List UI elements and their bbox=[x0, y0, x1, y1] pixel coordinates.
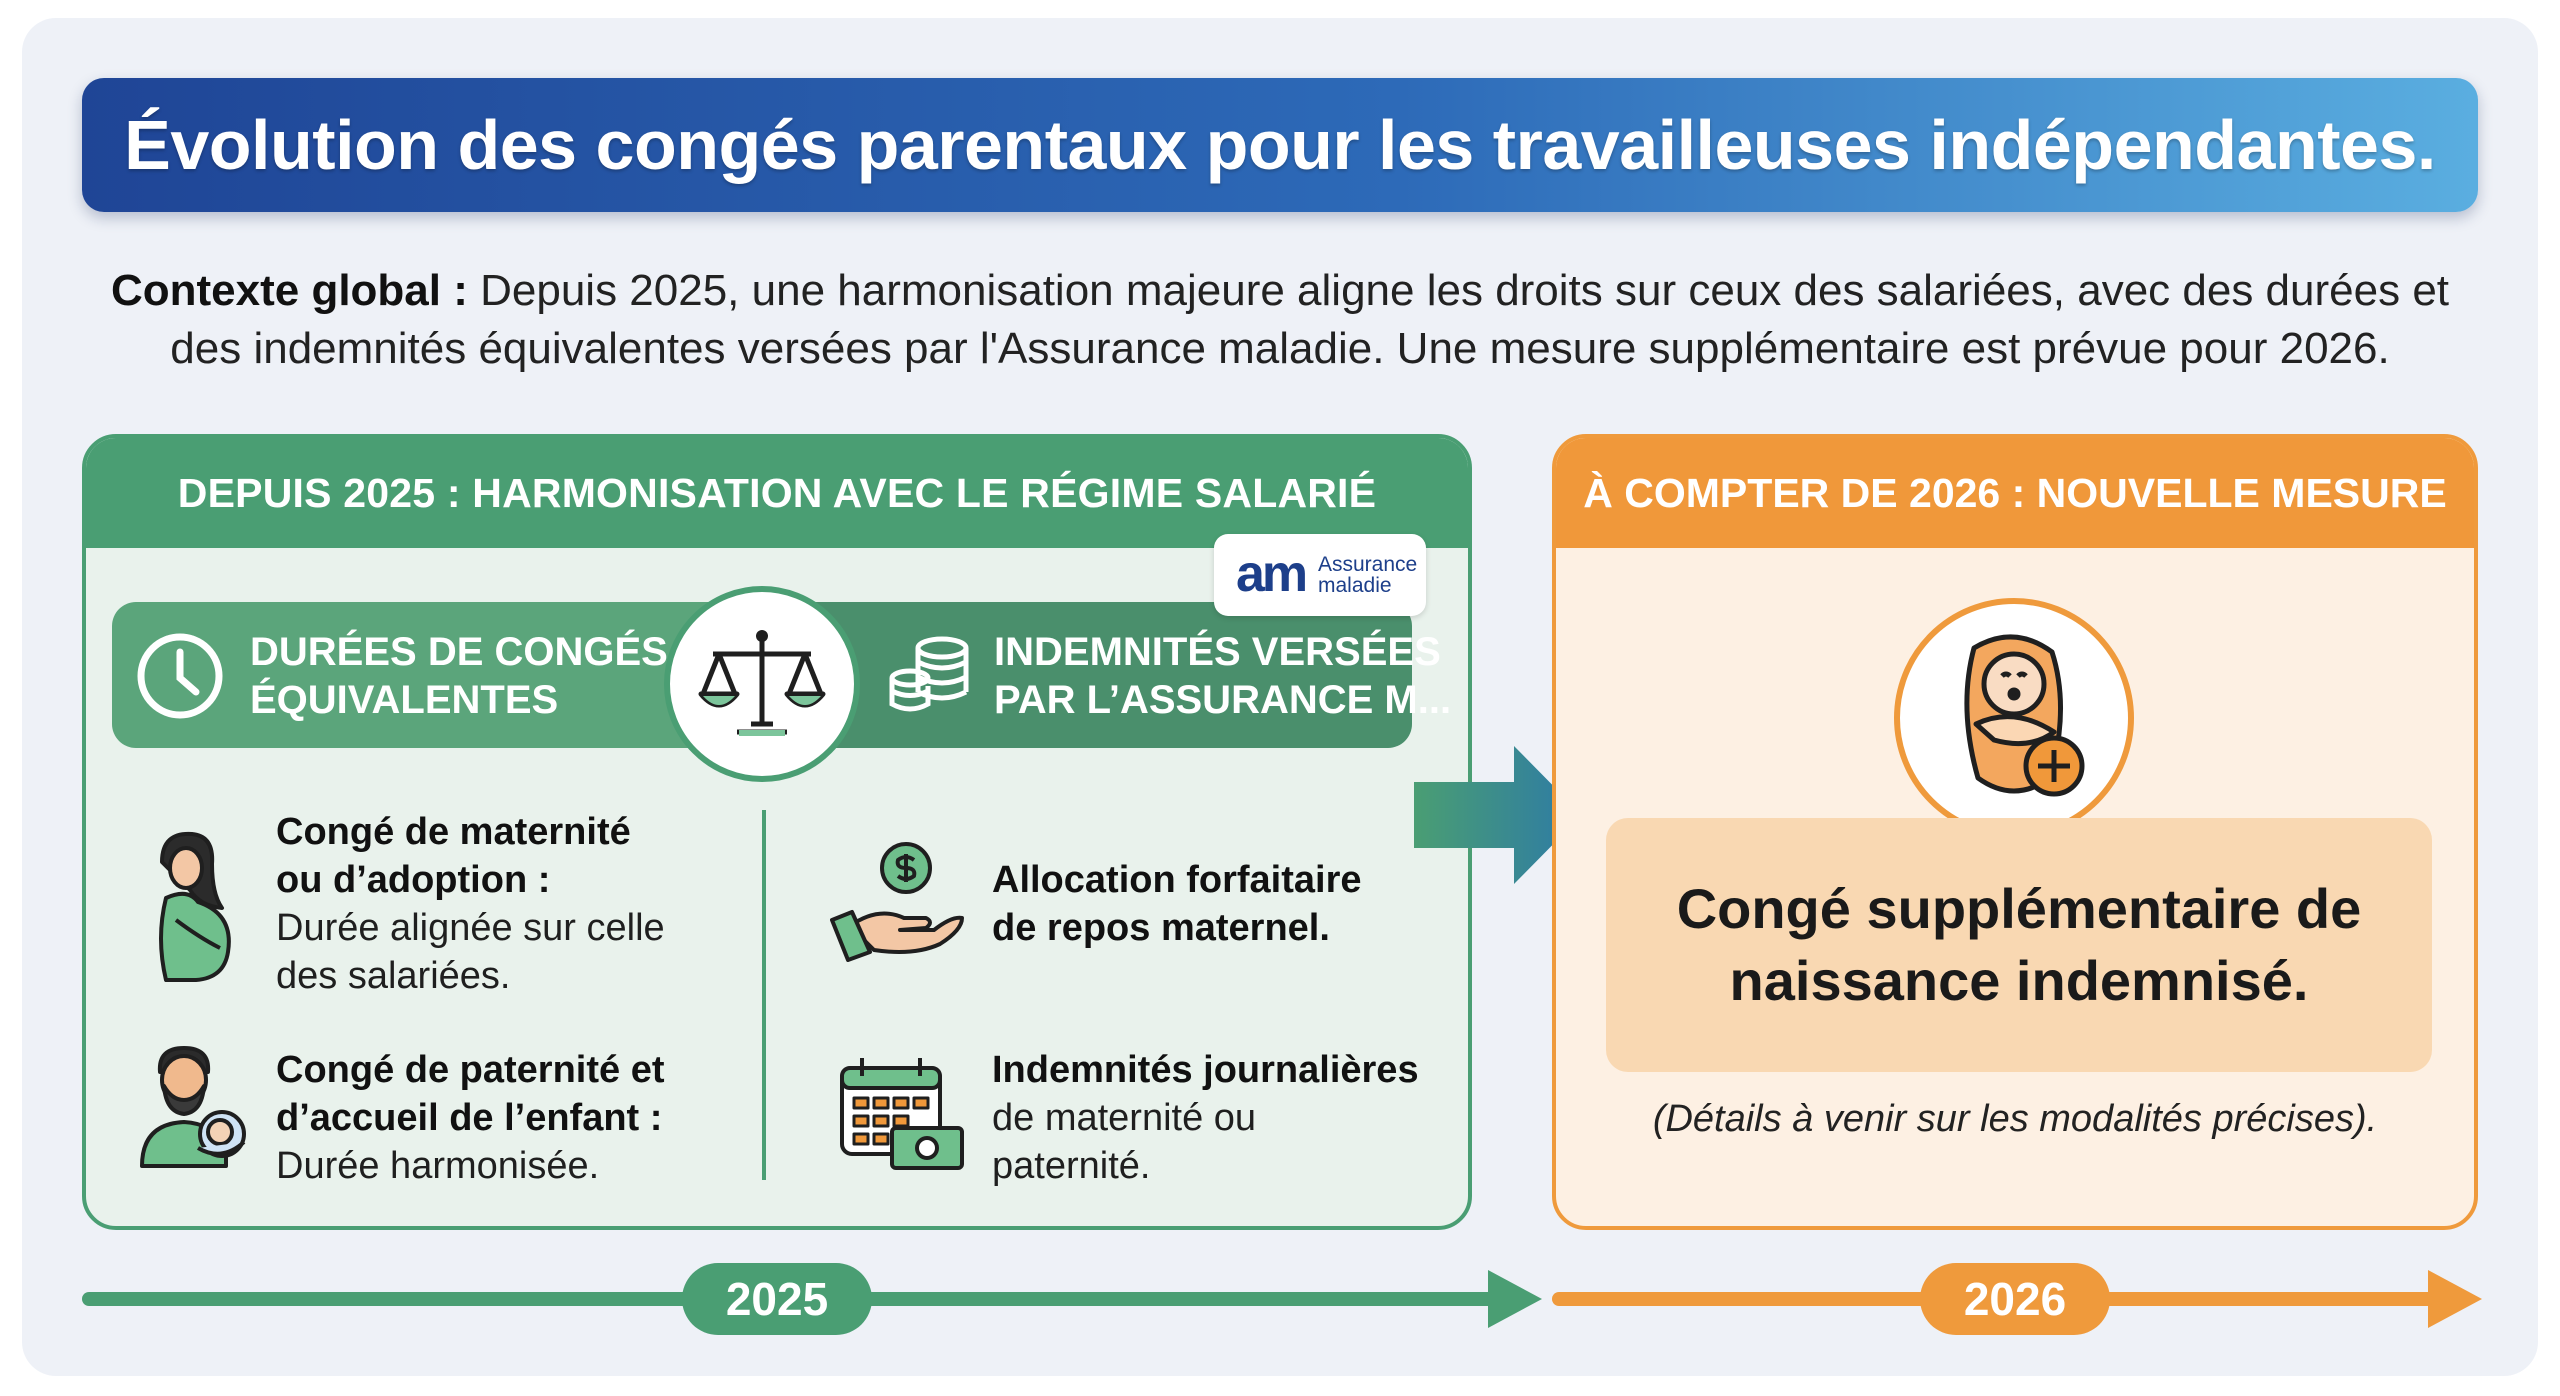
benefit-box bbox=[1606, 818, 2432, 1072]
clock-icon bbox=[134, 630, 226, 722]
details-note: (Détails à venir sur les modalités précises). bbox=[1652, 1098, 2378, 1140]
benefit-line-2: naissance indemnisé. bbox=[1729, 949, 2309, 1012]
balance-scale-icon bbox=[697, 624, 827, 744]
indemnities-line-1: INDEMNITÉS VERSÉES bbox=[994, 630, 1441, 674]
item-paternity-title-1: Congé de paternité et bbox=[276, 1049, 665, 1091]
durations-line-2: ÉQUIVALENTES bbox=[250, 678, 559, 722]
panel-2026 bbox=[1552, 434, 2478, 1230]
item-daily-allowance-desc-1: de maternité ou bbox=[992, 1097, 1257, 1139]
page-title: Évolution des congés parentaux pour les travailleuses indépendantes. bbox=[124, 106, 2436, 184]
item-allocation-title-2: de repos maternel. bbox=[992, 907, 1330, 949]
pregnant-woman-icon bbox=[140, 828, 240, 988]
benefit-line-1: Congé supplémentaire de bbox=[1676, 877, 2362, 940]
indemnities-line-2: PAR L’ASSURANCE M... bbox=[994, 678, 1452, 722]
calendar-cash-icon bbox=[836, 1054, 966, 1174]
am-logo-mark: am bbox=[1236, 545, 1306, 603]
context-text: Depuis 2025, une harmonisation majeure aligne les droits sur ceux des salariées, avec des durées et des indemnités équivalentes versées par l'Assurance maladie. Une mesure supplémentaire est prévue pour 2026. bbox=[170, 266, 2450, 373]
coins-stack-icon bbox=[886, 634, 972, 716]
panel-2026-header: À COMPTER DE 2026 : NOUVELLE MESURE bbox=[1556, 438, 2474, 548]
durations-line-1: DURÉES DE CONGÉS bbox=[250, 630, 668, 674]
item-maternity bbox=[276, 808, 665, 1000]
item-maternity-desc-2: des salariées. bbox=[276, 955, 511, 997]
context-label: Contexte global : bbox=[110, 266, 468, 315]
item-maternity-desc-1: Durée alignée sur celle bbox=[276, 907, 665, 949]
column-divider bbox=[762, 810, 766, 1180]
item-daily-allowance-title: Indemnités journalières bbox=[992, 1049, 1419, 1091]
item-daily-allowance bbox=[992, 1046, 1419, 1190]
timeline-year-2026: 2026 bbox=[1920, 1263, 2110, 1335]
timeline-arrowhead-green-icon bbox=[1488, 1270, 1544, 1328]
item-daily-allowance-desc-2: paternité. bbox=[992, 1145, 1151, 1187]
durations-pill-text bbox=[250, 628, 668, 724]
assurance-maladie-logo bbox=[1214, 534, 1426, 616]
item-allocation bbox=[992, 856, 1362, 952]
timeline-arrowhead-orange-icon bbox=[2428, 1270, 2484, 1328]
item-maternity-title-2: ou d’adoption : bbox=[276, 859, 551, 901]
baby-badge bbox=[1894, 598, 2134, 838]
timeline-year-2025: 2025 bbox=[682, 1263, 872, 1335]
indemnities-pill-text bbox=[994, 628, 1451, 724]
title-banner bbox=[82, 78, 2478, 212]
am-logo-text bbox=[1318, 554, 1417, 596]
panel-2025-header: DEPUIS 2025 : HARMONISATION AVEC LE RÉGIME SALARIÉ bbox=[86, 438, 1468, 548]
father-baby-icon bbox=[136, 1042, 248, 1172]
item-paternity bbox=[276, 1046, 665, 1190]
swaddled-baby-icon bbox=[1934, 628, 2094, 808]
benefit-text bbox=[1677, 873, 2362, 1017]
hand-money-icon bbox=[830, 838, 966, 962]
balance-badge bbox=[664, 586, 860, 782]
item-paternity-desc-1: Durée harmonisée. bbox=[276, 1145, 600, 1187]
panel-2025 bbox=[82, 434, 1472, 1230]
context-paragraph bbox=[80, 262, 2480, 378]
item-maternity-title-1: Congé de maternité bbox=[276, 811, 631, 853]
am-logo-line-1: Assurance bbox=[1318, 553, 1418, 576]
item-allocation-title-1: Allocation forfaitaire bbox=[992, 859, 1362, 901]
am-logo-line-2: maladie bbox=[1318, 574, 1392, 597]
item-paternity-title-2: d’accueil de l’enfant : bbox=[276, 1097, 663, 1139]
